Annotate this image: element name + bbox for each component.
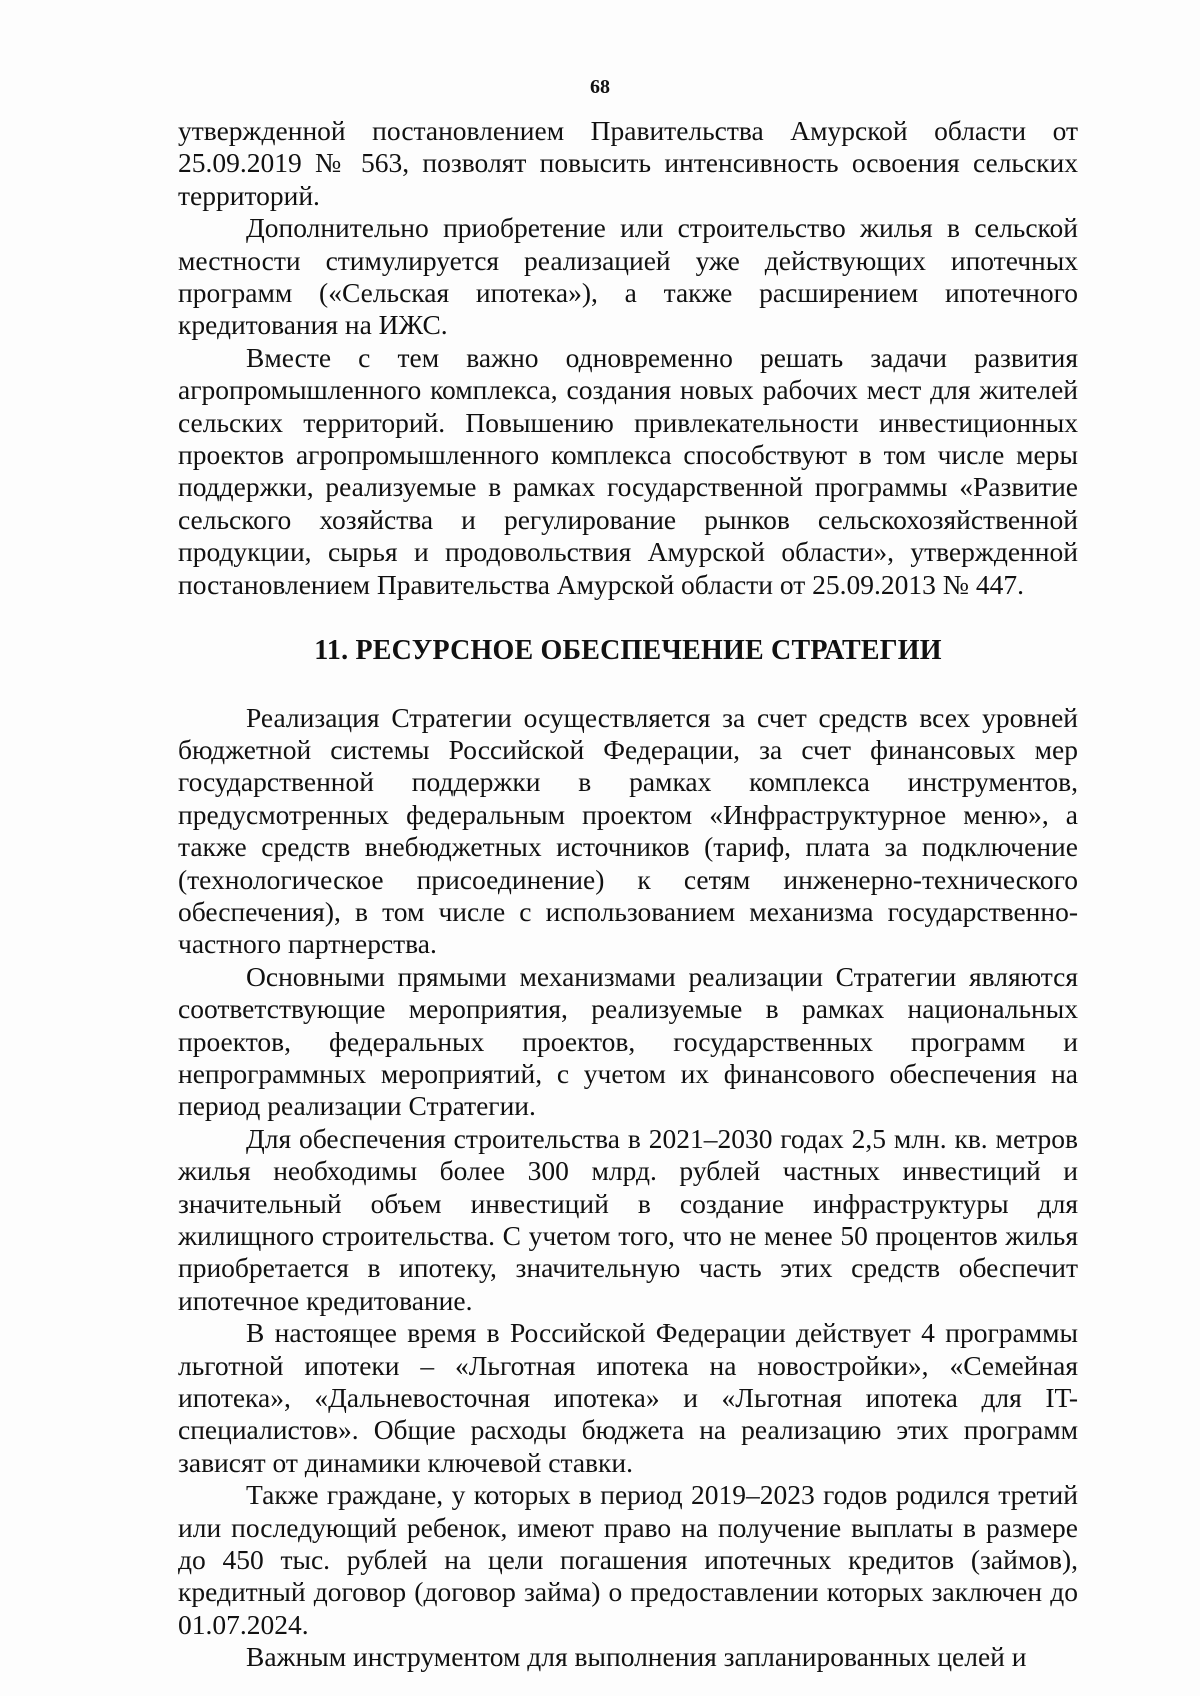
paragraph: Важным инструментом для выполнения запланированных целей и [246,1641,1027,1673]
paragraph: Также граждане, у которых в период 2019–2023 годов родился третий или последующий ребенок, имеют право на получение выплаты в размере до 450 тыс. рублей на цели погашения ипотечных кредитов (займов), кредитный договор (договор займа) о предоставлении которых заключен до 01.07.2024. [178,1479,1078,1640]
paragraph: Для обеспечения строительства в 2021–2030 годах 2,5 млн. кв. метров жилья необходимы более 300 млрд. рублей частных инвестиций и значительный объем инвестиций в создание инфраструктуры для жилищного строительства. С учетом того, что не менее 50 процентов жилья приобретается в ипотеку, значительную часть этих средств обеспечит ипотечное кредитование. [178,1122,1078,1316]
paragraph: Реализация Стратегии осуществляется за счет средств всех уровней бюджетной системы Российской Федерации, за счет финансовых мер государственной поддержки в рамках комплекса инструментов, предусмотренных федеральным проектом «Инфраструктурное меню», а также средств внебюджетных источников (тариф, плата за подключение (технологическое присоединение) к сетям инженерно-технического обеспечения), в том числе с использованием механизма государственно-частного партнерства. [178,701,1078,960]
paragraph: Дополнительно приобретение или строительство жилья в сельской местности стимулируется реализацией уже действующих ипотечных программ («Сельская ипотека»), а также расширением ипотечного кредитования на ИЖС. [178,212,1078,341]
paragraph: Основными прямыми механизмами реализации Стратегии являются соответствующие мероприятия, реализуемые в рамках национальных проектов, федеральных проектов, государственных программ и непрограммных мероприятий, с учетом их финансового обеспечения на период реализации Стратегии. [178,960,1078,1122]
section-heading: 11. РЕСУРСНОЕ ОБЕСПЕЧЕНИЕ СТРАТЕГИИ [314,635,942,667]
paragraph: В настоящее время в Российской Федерации действует 4 программы льготной ипотеки – «Льготная ипотека на новостройки», «Семейная ипотека», «Дальневосточная ипотека» и «Льготная ипотека для IT-специалистов». Общие расходы бюджета на реализацию этих программ зависят от динамики ключевой ставки. [178,1317,1078,1478]
document-body [178,115,1078,1674]
page-number: 68 [590,76,610,98]
paragraph: утвержденной постановлением Правительства Амурской области от 25.09.2019 № 563, позволят повысить интенсивность освоения сельских территорий. [178,115,1078,211]
paragraph: Вместе с тем важно одновременно решать задачи развития агропромышленного комплекса, создания новых рабочих мест для жителей сельских территорий. Повышению привлекательности инвестиционных проектов агропромышленного комплекса способствуют в том числе меры поддержки, реализуемые в рамках государственной программы «Развитие сельского хозяйства и регулирование рынков сельскохозяйственной продукции, сырья и продовольствия Амурской области», утвержденной постановлением Правительства Амурской области от 25.09.2013 № 447. [178,341,1078,600]
